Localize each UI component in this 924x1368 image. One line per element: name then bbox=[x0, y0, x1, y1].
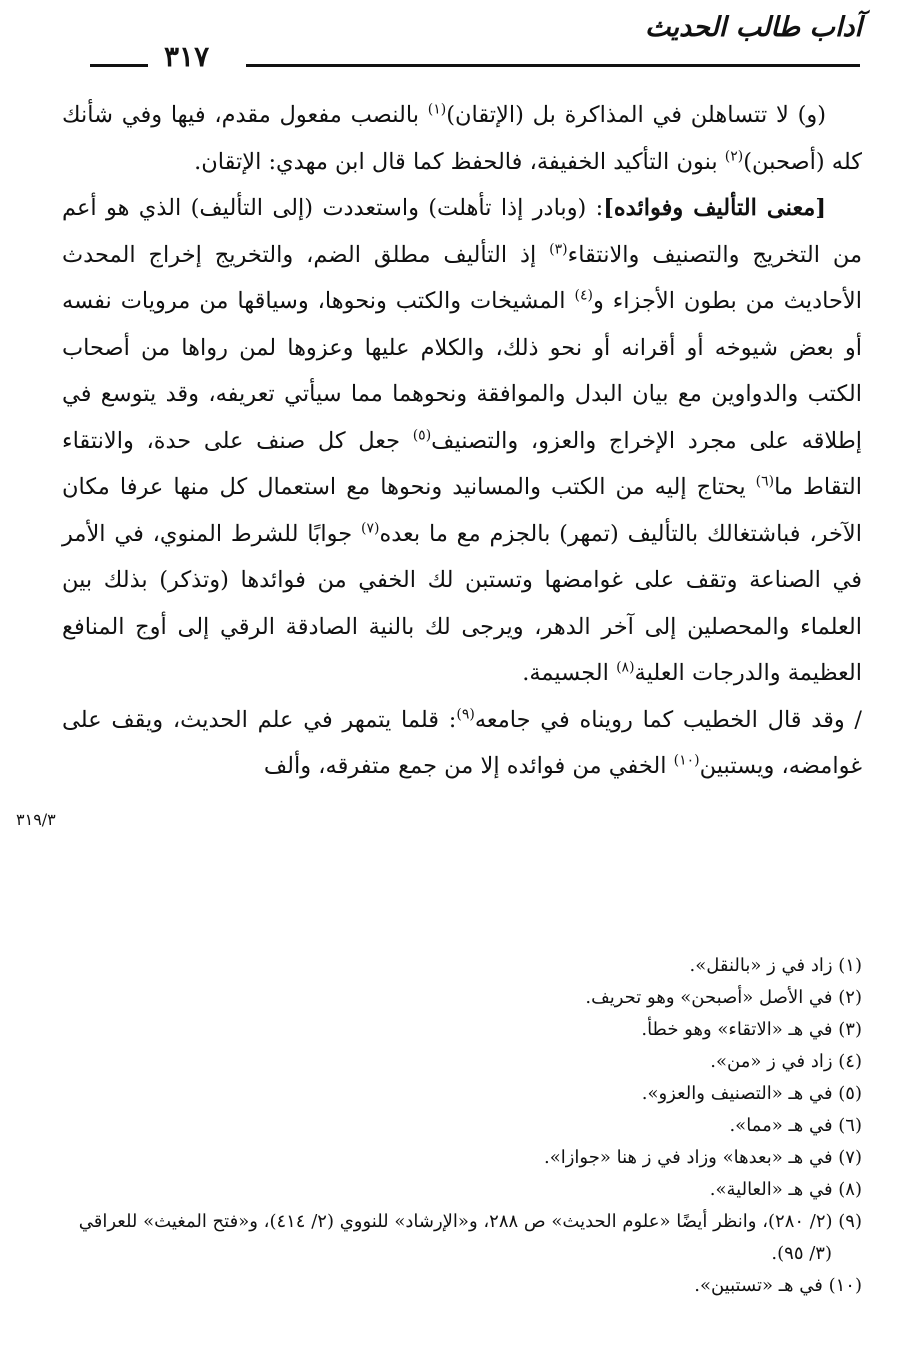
p1-text-c: بنون التأكيد الخفيفة، فالحفظ كما قال ابن مهدي: الإتقان. bbox=[194, 148, 725, 175]
footnote-ref-6: (٦) bbox=[755, 473, 775, 490]
footnote-item: (٤) زاد في ز «من». bbox=[710, 1051, 862, 1072]
footnote-item: (١) زاد في ز «بالنقل». bbox=[689, 955, 862, 976]
header-rule-left bbox=[90, 64, 148, 67]
p2-text-e: يحتاج إليه من الكتب والمسانيد ونحوها مع استعمال كل منها عرفا مكان الآخر، فباشتغالك بالتأليف (تمهر) بالجزم مع ما بعده bbox=[62, 474, 862, 547]
p3-text-c: الخفي من فوائده إلا من جمع متفرقه، وألف bbox=[263, 753, 674, 779]
footnote-item: (٧) في هـ «بعدها» وزاد في ز هنا «جوازا». bbox=[544, 1147, 862, 1168]
footnote-ref-10: (١٠) bbox=[673, 752, 700, 769]
footnote-ref-9: (٩) bbox=[456, 706, 475, 722]
p1-text-b: بالنصب مفعول مقدم، فيها وفي شأنك كله (أصحبن) bbox=[62, 102, 862, 175]
footnotes bbox=[62, 950, 862, 1302]
header-rule-right bbox=[246, 64, 860, 67]
page-number: ٣١٧ bbox=[164, 40, 210, 73]
footnote-ref-8: (٨) bbox=[616, 659, 635, 676]
p2-text-c: المشيخات والكتب ونحوها، وسياقها من مرويات نفسه أو بعض شيوخه أو أقرانه أو نحو ذلك، والكلام عليها وعزوها لمن رواها من أصحاب الكتب والدواوين مع بيان البدل والموافقة ونحوهما مما سيأتي تعريفه، وقد يتوسع في إطلاقه على مجرد الإخراج والعزو، والتصنيف bbox=[62, 288, 862, 454]
p3-text-b: : قلما يتمهر في علم الحديث، ويقف على غوامضه، ويستبين bbox=[62, 706, 862, 779]
p2-text-d: جعل كل صنف على حدة، والانتقاء التقاط ما bbox=[62, 427, 862, 500]
footnote-item: (١٠) في هـ «تستبين». bbox=[694, 1275, 862, 1296]
p1-text-a: (و) لا تتساهلن في المذاكرة بل (الإتقان) bbox=[446, 102, 826, 128]
footnote-ref-4: (٤) bbox=[574, 287, 593, 304]
footnote-ref-3: (٣) bbox=[549, 241, 568, 257]
footnote-item: (٥) في هـ «التصنيف والعزو». bbox=[641, 1083, 862, 1104]
footnote-item: (٨) في هـ «العالية». bbox=[709, 1179, 862, 1200]
p2-text-a: : (وبادر إذا تأهلت) واستعددت (إلى التأليف) الذي هو أعم من التخريج والتصنيف والانتقاء bbox=[62, 195, 862, 268]
footnote-ref-5: (٥) bbox=[412, 427, 432, 443]
p2-text-f: جوابًا للشرط المنوي، في الأمر في الصناعة وتقف على غوامضها وتستبن لك الخفي من فوائدها (وتذكر) بذلك بين العلماء والمحصلين إلى آخر الدهر، ويرجى لك بالنية الصادقة الرقي إلى أوج المنافع العظيمة والدرجات العلية bbox=[62, 520, 862, 686]
p3-text-a: / وقد قال الخطيب كما رويناه في جامعه bbox=[474, 706, 862, 733]
footnote-item: (٢) في الأصل «أصبحن» وهو تحريف. bbox=[585, 987, 862, 1008]
section-heading: [معنى التأليف وفوائده] bbox=[603, 195, 826, 221]
main-text bbox=[62, 92, 862, 790]
footnote-ref-7: (٧) bbox=[360, 520, 380, 536]
footnote-item: (٣) في هـ «الاتقاء» وهو خطأ. bbox=[641, 1019, 862, 1040]
book-title: آداب طالب الحديث bbox=[644, 12, 862, 43]
p2-text-g: الجسيمة. bbox=[522, 660, 617, 686]
paragraph-3 bbox=[62, 697, 862, 790]
footnote-ref-2: (٢) bbox=[724, 148, 744, 164]
margin-reference: ٣١٩/٣ bbox=[16, 810, 56, 829]
footnote-item: (٩) (٢/ ٢٨٠)، وانظر أيضًا «علوم الحديث» ص ٢٨٨، و«الإرشاد» للنووي (٢/ ٤١٤)، و«فتح المغيث» للعراقي (٣/ ٩٥). bbox=[78, 1211, 862, 1264]
footnote-item: (٦) في هـ «مما». bbox=[729, 1115, 862, 1136]
footnote-ref-1: (١) bbox=[427, 101, 447, 118]
p2-text-b: إذ التأليف مطلق الضم، والتخريج إخراج المحدث الأحاديث من بطون الأجزاء و bbox=[62, 241, 862, 314]
paragraph-1 bbox=[62, 92, 862, 185]
paragraph-2 bbox=[62, 185, 862, 697]
